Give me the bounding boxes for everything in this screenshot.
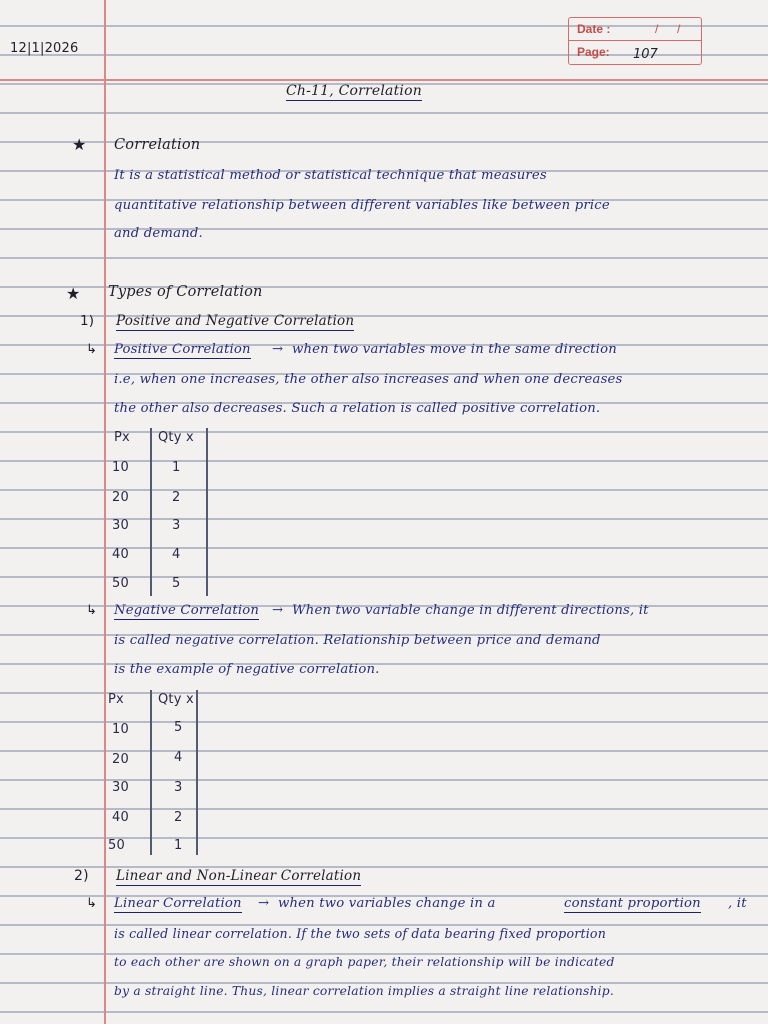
table-divider [196, 690, 198, 855]
table-cell: 30 [112, 518, 129, 533]
subsection-heading: Positive and Negative Correlation [116, 313, 355, 329]
definition-line: is called negative correlation. Relationship between price and demand [114, 633, 601, 648]
arrow-icon: → [272, 603, 284, 618]
table-cell: 10 [112, 722, 129, 737]
item-number: 2) [74, 868, 89, 884]
chapter-title: Ch-11, Correlation [286, 83, 422, 99]
star-bullet-icon: ★ [72, 135, 87, 154]
page-number: 107 [633, 47, 658, 62]
page-label: Page: [577, 45, 610, 59]
definition-line: is the example of negative correlation. [114, 662, 380, 677]
table-cell: 30 [112, 780, 129, 795]
table-cell: 1 [174, 838, 183, 853]
star-bullet-icon: ★ [66, 284, 81, 303]
term-linear-correlation: Linear Correlation [114, 896, 242, 911]
table-header: Qty x [158, 692, 194, 707]
table-cell: 2 [174, 810, 183, 825]
definition-line: to each other are shown on a graph paper, their relationship will be indicated [114, 955, 615, 969]
arrow-icon: → [258, 896, 270, 911]
table-header: Px [114, 430, 130, 445]
definition-line: is called linear correlation. If the two sets of data bearing fixed proportion [114, 926, 607, 941]
table-divider [150, 428, 152, 596]
definition-line: and demand. [114, 226, 203, 241]
definition-line: the other also decreases. Such a relation is called positive correlation. [114, 401, 601, 416]
table-divider [206, 428, 208, 596]
table-cell: 5 [172, 576, 181, 591]
arrow-marker-icon: ↳ [86, 896, 98, 911]
definition-line: When two variable change in different directions, it [292, 603, 649, 618]
top-margin-line [0, 79, 768, 81]
item-number: 1) [80, 313, 95, 329]
table-header: Qty x [158, 430, 194, 445]
table-header: Px [108, 692, 124, 707]
table-cell: 40 [112, 810, 129, 825]
term-positive-correlation: Positive Correlation [114, 342, 251, 357]
table-cell: 3 [172, 518, 181, 533]
definition-line-end: , it [728, 896, 747, 911]
arrow-marker-icon: ↳ [86, 342, 98, 357]
table-cell: 2 [172, 490, 181, 505]
definition-line: It is a statistical method or statistical technique that measures [114, 168, 547, 183]
date-row [569, 18, 701, 41]
table-cell: 1 [172, 460, 181, 475]
table-cell: 50 [112, 576, 129, 591]
date-label: Date : [577, 22, 611, 36]
table-cell: 20 [112, 752, 129, 767]
table-cell: 5 [174, 720, 183, 735]
arrow-marker-icon: ↳ [86, 603, 98, 618]
section-heading: Correlation [114, 137, 201, 153]
left-margin-line [104, 0, 106, 1024]
definition-line: when two variables move in the same direction [292, 342, 617, 357]
table-cell: 10 [112, 460, 129, 475]
definition-line: quantitative relationship between different variables like between price [114, 198, 610, 213]
date-separator: / [677, 22, 681, 36]
subsection-heading: Linear and Non-Linear Correlation [116, 868, 362, 884]
emphasis-constant-proportion: constant proportion [564, 896, 701, 911]
term-negative-correlation: Negative Correlation [114, 603, 260, 618]
date-page-box [568, 17, 702, 65]
table-cell: 3 [174, 780, 183, 795]
definition-line: i.e, when one increases, the other also increases and when one decreases [114, 372, 623, 387]
table-cell: 4 [172, 547, 181, 562]
table-cell: 50 [108, 838, 125, 853]
arrow-icon: → [272, 342, 284, 357]
definition-line-start: when two variables change in a [278, 896, 496, 911]
table-divider [150, 690, 152, 855]
page-row [569, 41, 701, 63]
table-cell: 20 [112, 490, 129, 505]
definition-line: by a straight line. Thus, linear correlation implies a straight line relationship. [114, 984, 614, 998]
table-cell: 40 [112, 547, 129, 562]
section-heading: Types of Correlation [108, 284, 263, 300]
table-cell: 4 [174, 750, 183, 765]
handwritten-date: 12|1|2026 [10, 41, 79, 56]
date-separator: / [655, 22, 659, 36]
